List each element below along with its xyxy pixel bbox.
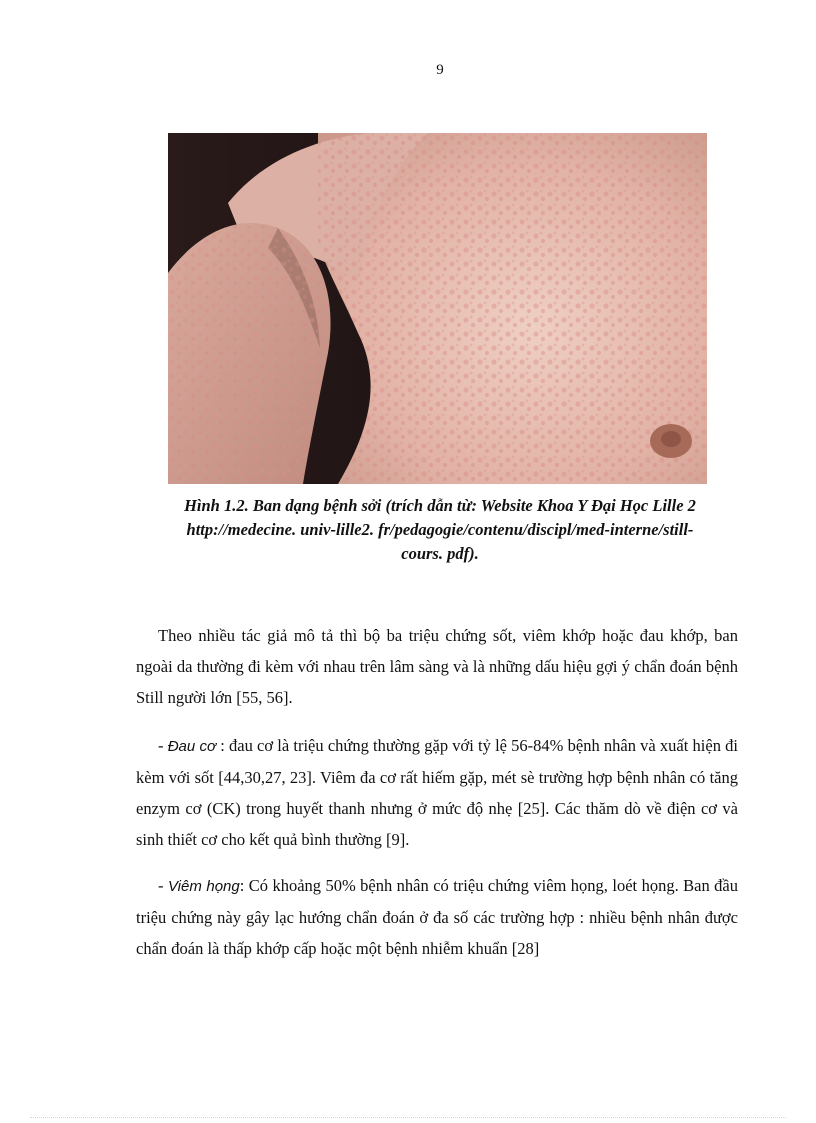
paragraph-1-text: Theo nhiều tác giả mô tả thì bộ ba triệu chứng sốt, viêm khớp hoặc đau khớp, ban ngoài da thường đi kèm với nhau trên lâm sàng và là những dấu hiệu gợi ý chẩn đoán bệnh Still người lớn [55, 56]. (136, 626, 738, 707)
caption-line-3: cours. pdf). (401, 544, 479, 563)
paragraph-2-text: : đau cơ là triệu chứng thường gặp với tỷ lệ 56-84% bệnh nhân và xuất hiện đi kèm với sốt [44,30,27, 23]. Viêm đa cơ rất hiếm gặp, mét sè trường hợp bệnh nhân có tăng enzym cơ (CK) trong huyết thanh nhưng ở mức độ nhẹ [25]. Các thăm dò về điện cơ và sinh thiết cơ cho kết quả bình thường [9]. (136, 736, 738, 849)
paragraph-3-prefix: - (158, 876, 168, 895)
rash-photo (168, 133, 707, 484)
figure-photo (168, 133, 707, 484)
caption-line-2: http://medecine. univ-lille2. fr/pedagogie/contenu/discipl/med-interne/still- (186, 520, 694, 539)
page-number: 9 (436, 62, 444, 78)
bottom-divider (30, 1117, 786, 1118)
paragraph-3 (136, 870, 738, 964)
caption-line-1: Hình 1.2. Ban dạng bệnh sởi (trích dẫn từ: Website Khoa Y Đại Học Lille 2 (184, 496, 696, 515)
paragraph-2-prefix: - (158, 736, 168, 755)
figure-caption (120, 494, 760, 566)
paragraph-3-text: : Có khoảng 50% bệnh nhân có triệu chứng viêm họng, loét họng. Ban đầu triệu chứng này gây lạc hướng chẩn đoán ở đa số các trường hợp : nhiều bệnh nhân được chẩn đoán là thấp khớp cấp hoặc một bệnh nhiễm khuẩn [28] (136, 876, 738, 958)
paragraph-2 (136, 730, 738, 855)
paragraph-1 (136, 620, 738, 713)
term-viem-hong: Viêm họng (167, 878, 240, 895)
term-dau-co: Đau cơ (167, 738, 217, 755)
